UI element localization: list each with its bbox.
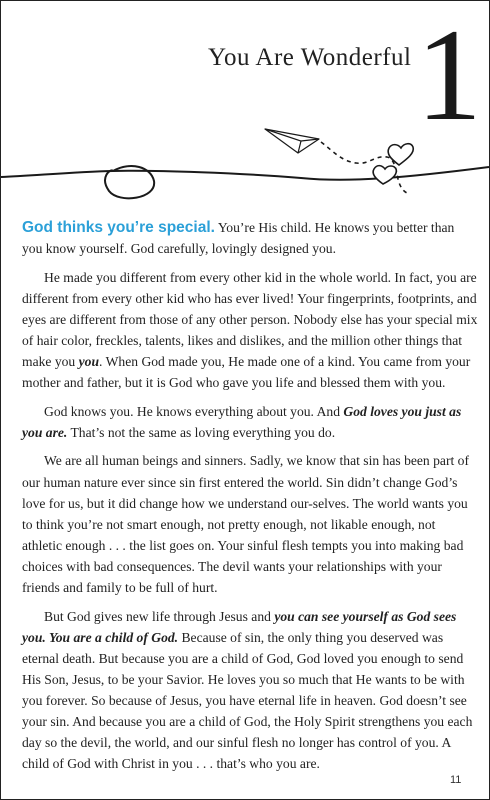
paragraph-text: He made you different from every other kid in the whole world. In fact, you are different from every other kid who has ever lived! Your fingerprints, footprints, and eyes are different from those of any other person. Nobody else has your special mix of hair color, freckles, talents, likes and dislikes, and the million other things that make you [22, 269, 478, 370]
paper-airplane-icon [265, 129, 319, 153]
page-number: 11 [450, 774, 462, 786]
paragraph-text: Because of sin, the only thing you deserved was eternal death. But because you are a child of God, God loved you enough to send His Son, Jesus, to be your Savior. He loves you so much that He wants to be with you forever. So because of Jesus, you have eternal life in heaven. God doesn’t see your sin. And because you are a child of God, the Holy Spirit strengthens you each day so the devil, the world, and our sinful flesh no longer has control of you. A child of God with Christ in you . . . that’s who you are. [22, 629, 473, 772]
paragraph: We are all human beings and sinners. Sadly, we know that sin has been part of our human nature ever since sin first entered the world. Sin didn’t change God’s love for us, but it did change how we understand our-selves. The world wants you to think you’re not smart enough, not pretty enough, not likable enough, not athletic enough . . . the list goes on. Your sinful flesh tempts you into making bad choices with bad consequences. The devil wants your relationships with your friends and family to be full of hurt. [22, 453, 469, 595]
paragraph [22, 401, 478, 443]
chapter-illustration [1, 1, 489, 221]
chapter-number: 1 [416, 1, 482, 148]
heart-icon [388, 144, 413, 165]
paragraph [22, 606, 478, 775]
emphasis-text: God loves you just as you are. [22, 403, 462, 440]
swoosh-line [1, 167, 489, 180]
heart-icon [373, 166, 396, 184]
paragraph [22, 267, 478, 394]
lead-sentence: God thinks you’re special. [22, 219, 215, 236]
chapter-title: You Are Wonderful [208, 44, 412, 71]
emphasis-text: you can see yourself as God sees you. You are a child of God. [22, 608, 457, 645]
paragraph-text: . When God made you, He made one of a kind. You came from your mother and father, but it is God who gave you life and blessed them with you. [22, 354, 471, 391]
emphasis-text: you [78, 354, 100, 370]
paragraph-text: That’s not the same as loving everything you do. [67, 424, 336, 440]
body-text [22, 217, 478, 782]
paragraph [22, 217, 478, 259]
paragraph-text: You’re His child. He knows you better than you know yourself. God carefully, lovingly designed you. [22, 220, 455, 257]
paragraph-text: But God gives new life through Jesus and [44, 608, 275, 624]
paragraph-text: God knows you. He knows everything about you. And [44, 403, 344, 419]
